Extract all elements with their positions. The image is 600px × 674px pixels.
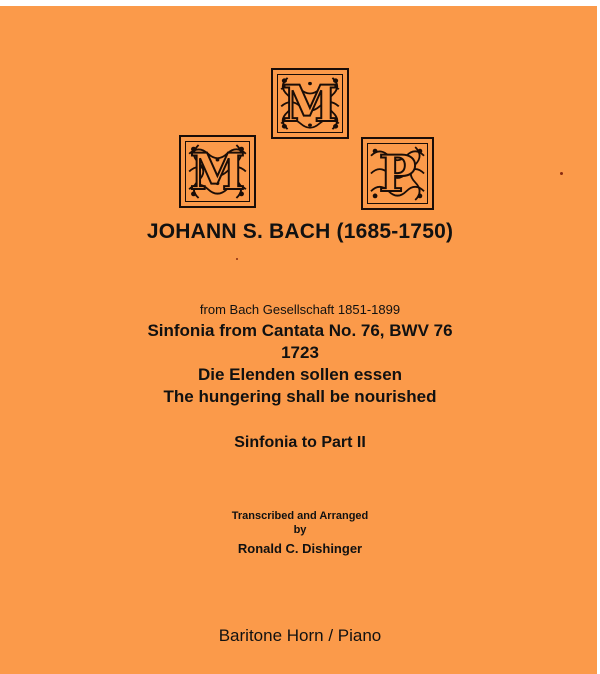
paper-speck bbox=[236, 258, 238, 260]
credit-line: Transcribed and Arranged bbox=[231, 510, 369, 522]
logo-block-m-top bbox=[271, 68, 349, 139]
logo-frame bbox=[367, 143, 428, 204]
title-line-german: Die Elenden sollen essen bbox=[197, 365, 403, 384]
logo-frame bbox=[277, 74, 343, 133]
part-subtitle: Sinfonia to Part II bbox=[234, 434, 366, 451]
logo-letter: M bbox=[189, 141, 246, 201]
arranger-name: Ronald C. Dishinger bbox=[237, 541, 363, 556]
title-line-work: Sinfonia from Cantata No. 76, BWV 76 bbox=[147, 321, 453, 340]
logo-block-m-left bbox=[179, 135, 256, 208]
paper-speck bbox=[560, 172, 563, 175]
credit-by: by bbox=[293, 524, 307, 536]
title-line-year: 1723 bbox=[281, 343, 319, 362]
source-line: from Bach Gesellschaft 1851-1899 bbox=[199, 302, 401, 317]
instrumentation-line: Baritone Horn / Piano bbox=[218, 626, 382, 645]
title-line-english: The hungering shall be nourished bbox=[163, 387, 437, 406]
logo-letter: P bbox=[378, 143, 417, 203]
logo-frame bbox=[185, 141, 250, 202]
composer-heading: JOHANN S. BACH (1685-1750) bbox=[146, 220, 454, 243]
logo-letter: M bbox=[282, 74, 338, 133]
logo-block-p-right bbox=[361, 137, 434, 210]
